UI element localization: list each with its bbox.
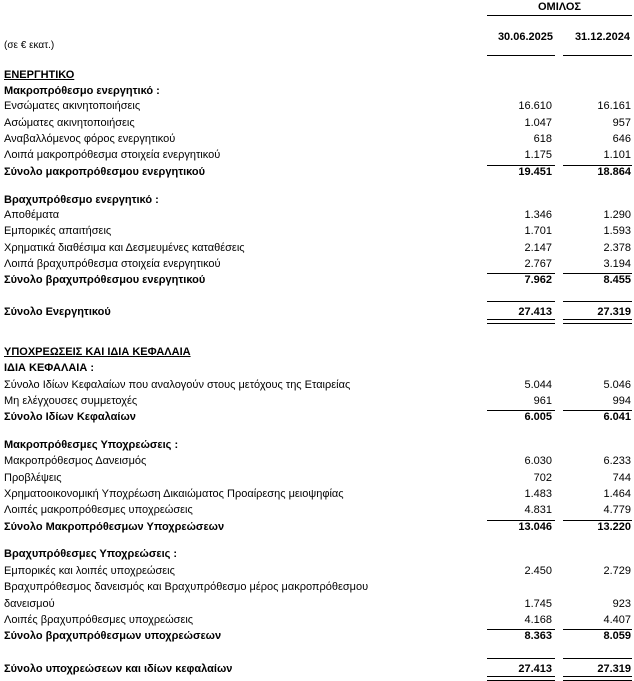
value-30-06-2025: 6.030 xyxy=(524,455,552,467)
total-rule xyxy=(563,301,632,302)
value-30-06-2025: 618 xyxy=(533,133,552,145)
group-heading-row xyxy=(0,546,634,562)
table-row xyxy=(0,596,634,612)
double-underline xyxy=(563,319,632,324)
value-31-12-2024: 1.593 xyxy=(603,225,631,237)
value-31-12-2024: 6.041 xyxy=(603,411,631,423)
row-label: Λοιπά βραχυπρόθεσμα στοιχεία ενεργητικού xyxy=(4,258,221,270)
subtotal-rule xyxy=(487,629,555,630)
value-30-06-2025: 27.413 xyxy=(518,663,552,675)
value-30-06-2025: 1.175 xyxy=(524,149,552,161)
grand-total-row xyxy=(0,304,634,320)
value-30-06-2025: 1.483 xyxy=(524,488,552,500)
double-underline xyxy=(487,319,555,324)
column-header-rule xyxy=(563,55,632,56)
value-30-06-2025: 1.047 xyxy=(524,117,552,129)
double-underline xyxy=(563,676,632,681)
row-label: Λοιπές βραχυπρόθεσμες υποχρεώσεις xyxy=(4,614,194,626)
unit-label: (σε € εκατ.) xyxy=(4,40,55,51)
subtotal-row xyxy=(0,519,634,535)
row-label: Μη ελέγχουσες συμμετοχές xyxy=(4,395,138,407)
subtotal-row xyxy=(0,272,634,288)
value-30-06-2025: 4.831 xyxy=(524,504,552,516)
row-label: Βραχυπρόθεσμος δανεισμός και Βραχυπρόθεσμο μέρος μακροπρόθεσμου xyxy=(4,581,369,593)
group-heading-row xyxy=(0,360,634,376)
subtotal-rule xyxy=(487,273,555,274)
row-label: Αποθέματα xyxy=(4,209,60,221)
subtotal-row xyxy=(0,628,634,644)
value-31-12-2024: 1.464 xyxy=(603,488,631,500)
subtotal-rule xyxy=(487,165,555,166)
row-label: Χρηματικά διαθέσιμα και Δεσμευμένες καταθέσεις xyxy=(4,242,245,254)
value-31-12-2024: 27.319 xyxy=(597,663,631,675)
value-31-12-2024: 1.290 xyxy=(603,209,631,221)
subtotal-rule xyxy=(563,629,632,630)
table-row xyxy=(0,115,634,131)
value-31-12-2024: 3.194 xyxy=(603,258,631,270)
table-row xyxy=(0,207,634,223)
value-31-12-2024: 8.059 xyxy=(603,630,631,642)
subtotal-rule xyxy=(563,410,632,411)
subtotal-rule xyxy=(487,410,555,411)
value-30-06-2025: 13.046 xyxy=(518,521,552,533)
row-label: Μακροπρόθεσμες Υποχρεώσεις : xyxy=(4,439,179,451)
value-30-06-2025: 2.450 xyxy=(524,565,552,577)
group-heading-row xyxy=(0,192,634,208)
subtotal-row xyxy=(0,164,634,180)
row-label: Βραχυπρόθεσμο ενεργητικό : xyxy=(4,194,159,206)
value-31-12-2024: 6.233 xyxy=(603,455,631,467)
table-row xyxy=(0,223,634,239)
value-31-12-2024: 4.779 xyxy=(603,504,631,516)
value-31-12-2024: 994 xyxy=(612,395,631,407)
table-row xyxy=(0,393,634,409)
value-30-06-2025: 27.413 xyxy=(518,306,552,318)
table-row xyxy=(0,453,634,469)
row-label: ΙΔΙΑ ΚΕΦΑΛΑΙΑ : xyxy=(4,362,94,374)
row-label: Λοιπές μακροπρόθεσμες υποχρεώσεις xyxy=(4,504,193,516)
row-label: ΥΠΟΧΡΕΩΣΕΙΣ ΚΑΙ ΙΔΙΑ ΚΕΦΑΛΑΙΑ xyxy=(4,346,191,358)
row-label: Μακροπρόθεσμος Δανεισμός xyxy=(4,455,147,467)
value-31-12-2024: 27.319 xyxy=(597,306,631,318)
row-label: ΕΝΕΡΓΗΤΙΚΟ xyxy=(4,69,75,81)
value-30-06-2025: 6.005 xyxy=(524,411,552,423)
subtotal-rule xyxy=(487,520,555,521)
table-row xyxy=(0,579,634,595)
value-31-12-2024: 13.220 xyxy=(597,521,631,533)
table-row xyxy=(0,563,634,579)
row-label: Χρηματοοικονομική Υποχρέωση Δικαιώματος Προαίρεσης μειοψηφίας xyxy=(4,488,344,500)
section-row xyxy=(0,67,634,83)
subtotal-row xyxy=(0,409,634,425)
value-31-12-2024: 1.101 xyxy=(603,149,631,161)
value-30-06-2025: 19.451 xyxy=(518,166,552,178)
subtotal-rule xyxy=(563,273,632,274)
value-30-06-2025: 8.363 xyxy=(524,630,552,642)
row-label: Ασώματες ακινητοποιήσεις xyxy=(4,117,135,129)
table-row xyxy=(0,131,634,147)
row-label: Προβλέψεις xyxy=(4,472,62,484)
value-30-06-2025: 16.610 xyxy=(518,100,552,112)
total-rule xyxy=(487,301,555,302)
value-31-12-2024: 5.046 xyxy=(603,379,631,391)
row-label: Σύνολο Ιδίων Κεφαλαίων που αναλογούν στους μετόχους της Εταιρείας xyxy=(4,379,351,391)
column-header-rule xyxy=(487,55,555,56)
total-rule xyxy=(487,658,555,659)
value-30-06-2025: 1.701 xyxy=(524,225,552,237)
table-row xyxy=(0,377,634,393)
row-label: Εμπορικές απαιτήσεις xyxy=(4,225,112,237)
value-30-06-2025: 5.044 xyxy=(524,379,552,391)
row-label: Βραχυπρόθεσμες Υποχρεώσεις : xyxy=(4,548,178,560)
table-row xyxy=(0,612,634,628)
value-31-12-2024: 8.455 xyxy=(603,274,631,286)
row-label: Ενσώματες ακινητοποιήσεις xyxy=(4,100,141,112)
row-label: δανεισμού xyxy=(4,598,55,610)
section-row xyxy=(0,344,634,360)
row-label: Μακροπρόθεσμο ενεργητικό : xyxy=(4,85,160,97)
row-label: Εμπορικές και λοιπές υποχρεώσεις xyxy=(4,565,175,577)
table-row xyxy=(0,147,634,163)
row-label: Σύνολο Ιδίων Κεφαλαίων xyxy=(4,411,136,423)
value-31-12-2024: 2.729 xyxy=(603,565,631,577)
grand-total-row xyxy=(0,661,634,677)
value-30-06-2025: 702 xyxy=(533,472,552,484)
row-label: Σύνολο Μακροπρόθεσμων Υποχρεώσεων xyxy=(4,521,225,533)
subtotal-rule xyxy=(563,165,632,166)
table-row xyxy=(0,240,634,256)
value-31-12-2024: 2.378 xyxy=(603,242,631,254)
value-30-06-2025: 2.147 xyxy=(524,242,552,254)
row-label: Σύνολο μακροπρόθεσμου ενεργητικού xyxy=(4,166,206,178)
row-label: Σύνολο Ενεργητικού xyxy=(4,306,111,318)
value-30-06-2025: 1.346 xyxy=(524,209,552,221)
total-rule xyxy=(563,658,632,659)
row-label: Σύνολο βραχυπρόθεσμου ενεργητικού xyxy=(4,274,206,286)
value-31-12-2024: 957 xyxy=(612,117,631,129)
table-row xyxy=(0,98,634,114)
value-31-12-2024: 18.864 xyxy=(597,166,631,178)
row-label: Σύνολο υποχρεώσεων και ιδίων κεφαλαίων xyxy=(4,663,233,675)
column-header-prior: 31.12.2024 xyxy=(574,31,630,43)
subtotal-rule xyxy=(563,520,632,521)
value-30-06-2025: 2.767 xyxy=(524,258,552,270)
row-label: Αναβαλλόμενος φόρος ενεργητικού xyxy=(4,133,176,145)
group-header: ΟΜΙΛΟΣ xyxy=(538,1,581,13)
table-row xyxy=(0,470,634,486)
value-30-06-2025: 4.168 xyxy=(524,614,552,626)
group-heading-row xyxy=(0,83,634,99)
group-header-rule xyxy=(487,15,632,16)
value-30-06-2025: 961 xyxy=(533,395,552,407)
table-row xyxy=(0,502,634,518)
double-underline xyxy=(487,676,555,681)
value-31-12-2024: 744 xyxy=(612,472,631,484)
group-heading-row xyxy=(0,437,634,453)
value-30-06-2025: 7.962 xyxy=(524,274,552,286)
table-row xyxy=(0,486,634,502)
value-31-12-2024: 4.407 xyxy=(603,614,631,626)
value-30-06-2025: 1.745 xyxy=(524,598,552,610)
column-header-current: 30.06.2025 xyxy=(497,31,553,43)
row-label: Λοιπά μακροπρόθεσμα στοιχεία ενεργητικού xyxy=(4,149,221,161)
value-31-12-2024: 16.161 xyxy=(597,100,631,112)
value-31-12-2024: 646 xyxy=(612,133,631,145)
table-row xyxy=(0,256,634,272)
value-31-12-2024: 923 xyxy=(612,598,631,610)
row-label: Σύνολο βραχυπρόθεσμων υποχρεώσεων xyxy=(4,630,222,642)
